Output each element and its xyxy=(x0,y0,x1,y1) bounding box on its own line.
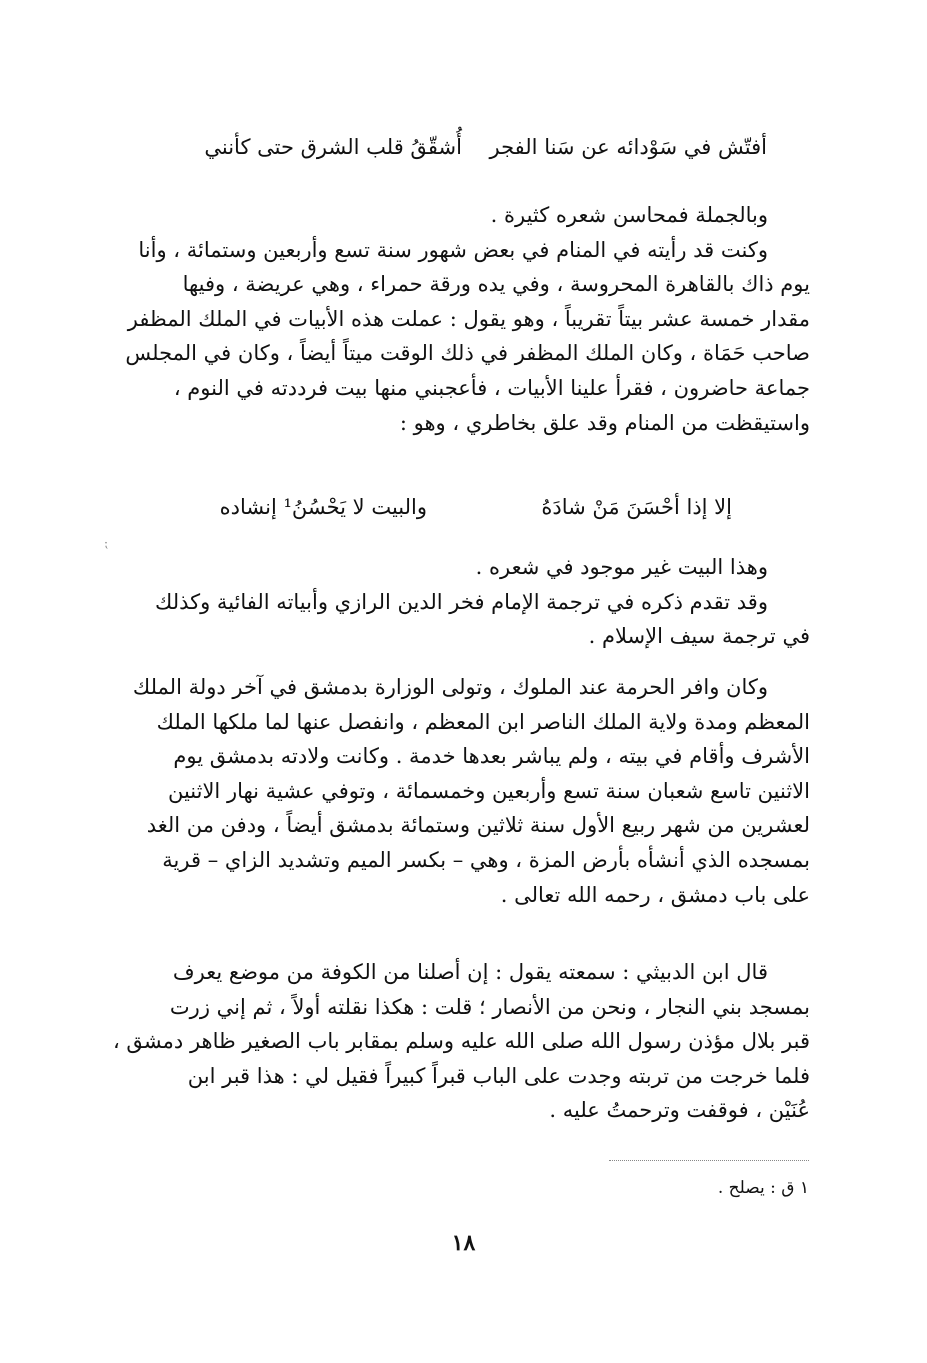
footnote-separator xyxy=(609,1160,809,1161)
text-line: المعظم ومدة ولاية الملك الناصر ابن المعظم ، وانفصل عنها لما ملكها الملك xyxy=(156,709,810,734)
verse1-second-hemistich: أفتّش في سَوْدائه عن سَنا الفجر xyxy=(489,135,767,159)
text-line: وكنت قد رأيته في المنام في بعض شهور سنة تسع وأربعين وستمائة ، وأنا xyxy=(138,237,768,262)
text-line: على باب دمشق ، رحمه الله تعالى . xyxy=(500,882,810,907)
text-line: فلما خرجت من تربته وجدت على الباب قبراً كبيراً فقيل لي : هذا قبر ابن xyxy=(187,1063,810,1088)
paragraph-dubaythi xyxy=(100,955,810,1128)
scan-speck: ⁏ xyxy=(104,536,109,550)
paragraph-dream xyxy=(100,198,810,440)
text-line: قال ابن الدبيثي : سمعته يقول : إن أصلنا من الكوفة من موضع يعرف xyxy=(172,960,768,984)
footnote: ١ ق : يصلح . xyxy=(717,1178,809,1198)
text-line: في ترجمة سيف الإسلام . xyxy=(588,624,810,649)
text-line: جماعة حاضرون ، فقرأ علينا الأبيات ، فأعجبني منها بيت فرددته في النوم ، xyxy=(173,375,810,400)
page-number: ١٨ xyxy=(451,1230,476,1256)
text-line: وكان وافر الحرمة عند الملوك ، وتولى الوزارة بدمشق في آخر دولة الملك xyxy=(132,675,768,699)
text-line: يوم ذاك بالقاهرة المحروسة ، وفي يده ورقة حمراء ، وهي عريضة ، وفيها xyxy=(182,272,810,297)
verse2-second-hemistich: إلا إذا أحْسَنَ مَنْ شادَهُ xyxy=(541,495,732,519)
text-line: الاثنين تاسع شعبان سنة تسع وأربعين وخمسمائة ، وتوفي عشية نهار الاثنين xyxy=(167,778,810,803)
paragraph-biography xyxy=(100,670,810,912)
text-line: بمسجده الذي أنشأه بأرض المزة ، وهي – بكسر الميم وتشديد الزاي – قرية xyxy=(162,847,810,872)
text-line: عُنَيْن ، فوقفت وترحمتُ عليه . xyxy=(549,1098,810,1123)
text-line: الأشرف وأقام في بيته ، ولم يباشر بعدها خدمة . وكانت ولادته بدمشق يوم xyxy=(173,744,810,769)
verse1-first-hemistich: أُشقّقُ قلب الشرق حتى كأنني xyxy=(204,135,462,159)
text-line: وهذا البيت غير موجود في شعره . xyxy=(475,555,768,579)
text-line: قبر بلال مؤذن رسول الله صلى الله عليه وسلم بمقابر باب الصغير ظاهر دمشق ، xyxy=(112,1029,810,1054)
text-line: مقدار خمسة عشر بيتاً تقريباً ، وهو يقول : عملت هذه الأبيات في الملك المظفر xyxy=(127,306,810,331)
text-line: بمسجد بني النجار ، ونحن من الأنصار ؛ قلت : هكذا نقلته أولاً ، ثم إني زرت xyxy=(169,994,810,1019)
verse2-first-hemistich: والبيت لا يَحْسُنُ¹ إنشاده xyxy=(219,495,427,519)
text-line: وبالجملة فمحاسن شعره كثيرة . xyxy=(490,203,768,227)
text-line: واستيقظت من المنام وقد علق بخاطري ، وهو : xyxy=(399,410,810,435)
text-line: وقد تقدم ذكره في ترجمة الإمام فخر الدين الرازي وأبياته الفائية وكذلك xyxy=(155,589,768,614)
paragraph-verse-note xyxy=(100,550,810,654)
text-line: صاحب حَمَاة ، وكان الملك المظفر في ذلك الوقت ميتاً أيضاً ، وكان في المجلس xyxy=(125,341,810,366)
text-line: لعشرين من شهر ربيع الأول سنة ثلاثين وستمائة بدمشق أيضاً ، ودفن من الغد xyxy=(146,813,810,838)
